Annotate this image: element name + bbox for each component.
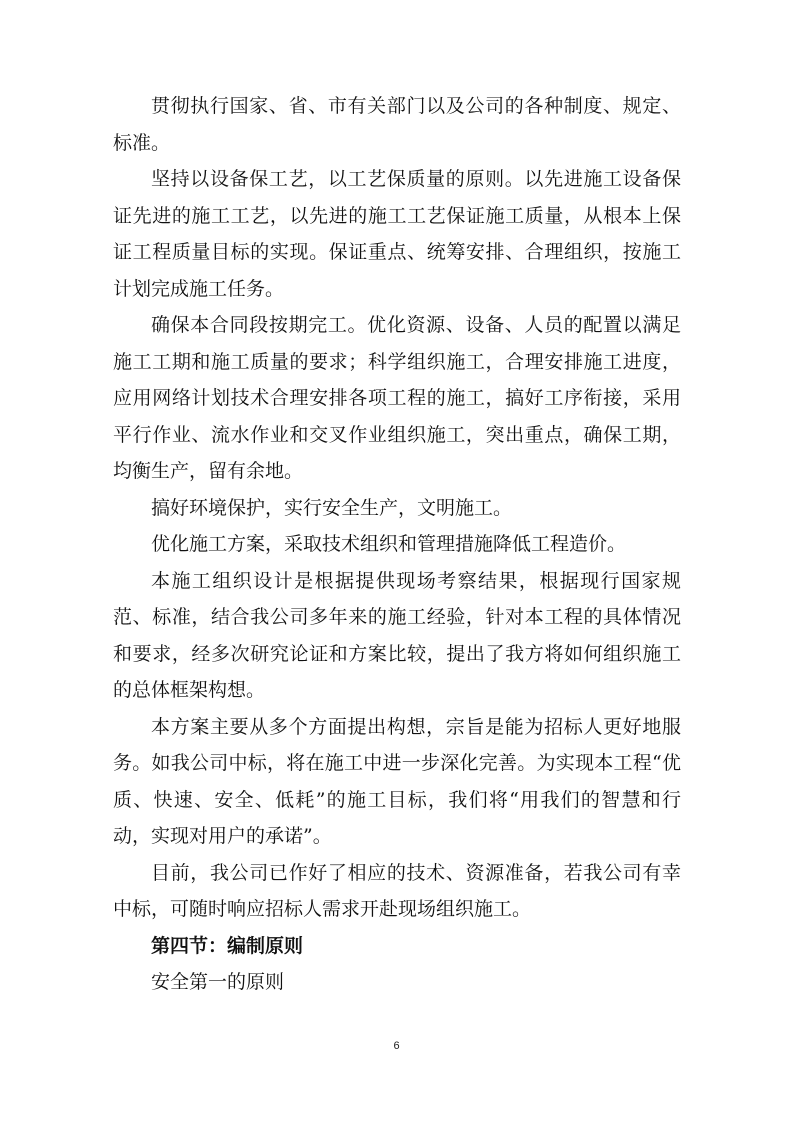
section-heading: 第四节：编制原则 [151,934,304,957]
paragraph-equipment-quality: 坚持以设备保工艺，以工艺保质量的原则。以先进施工设备保证先进的施工工艺，以先进的施工工艺保证施工质量，从根本上保证工程质量目标的实现。保证重点、统筹安排、合理组织，按施工计划完成施工任务。 [113,168,681,300]
principle-subheading: 安全第一的原则 [151,971,285,993]
paragraph-design-basis: 本施工组织设计是根据提供现场考察结果，根据现行国家规范、标准，结合我公司多年来的施工经验，针对本工程的具体情况和要求，经多次研究论证和方案比较，提出了我方将如何组织施工的总体框架构想。 [113,569,681,701]
paragraph-schedule: 确保本合同段按期完工。优化资源、设备、人员的配置以满足施工工期和施工质量的要求；科学组织施工，合理安排施工进度，应用网络计划技术合理安排各项工程的施工，搞好工序衔接，采用平行作业、流水作业和交叉作业组织施工，突出重点，确保工期，均衡生产，留有余地。 [113,314,681,482]
page-content [113,88,681,1001]
paragraph-environment: 搞好环境保护，实行安全生产，文明施工。 [151,496,513,519]
paragraph-service-goal: 本方案主要从多个方面提出构想，宗旨是能为招标人更好地服务。如我公司中标，将在施工中进一步深化完善。为实现本工程“优质、快速、安全、低耗”的施工目标，我们将“用我们的智慧和行动，实现对用户的承诺”。 [113,715,681,847]
paragraph-cost: 优化施工方案，采取技术组织和管理措施降低工程造价。 [151,533,627,555]
page-number: 6 [393,1040,400,1052]
paragraph-readiness: 目前，我公司已作好了相应的技术、资源准备，若我公司有幸中标，可随时响应招标人需求开赴现场组织施工。 [113,861,681,920]
paragraph-standards: 贯彻执行国家、省、市有关部门以及公司的各种制度、规定、标准。 [113,95,681,154]
